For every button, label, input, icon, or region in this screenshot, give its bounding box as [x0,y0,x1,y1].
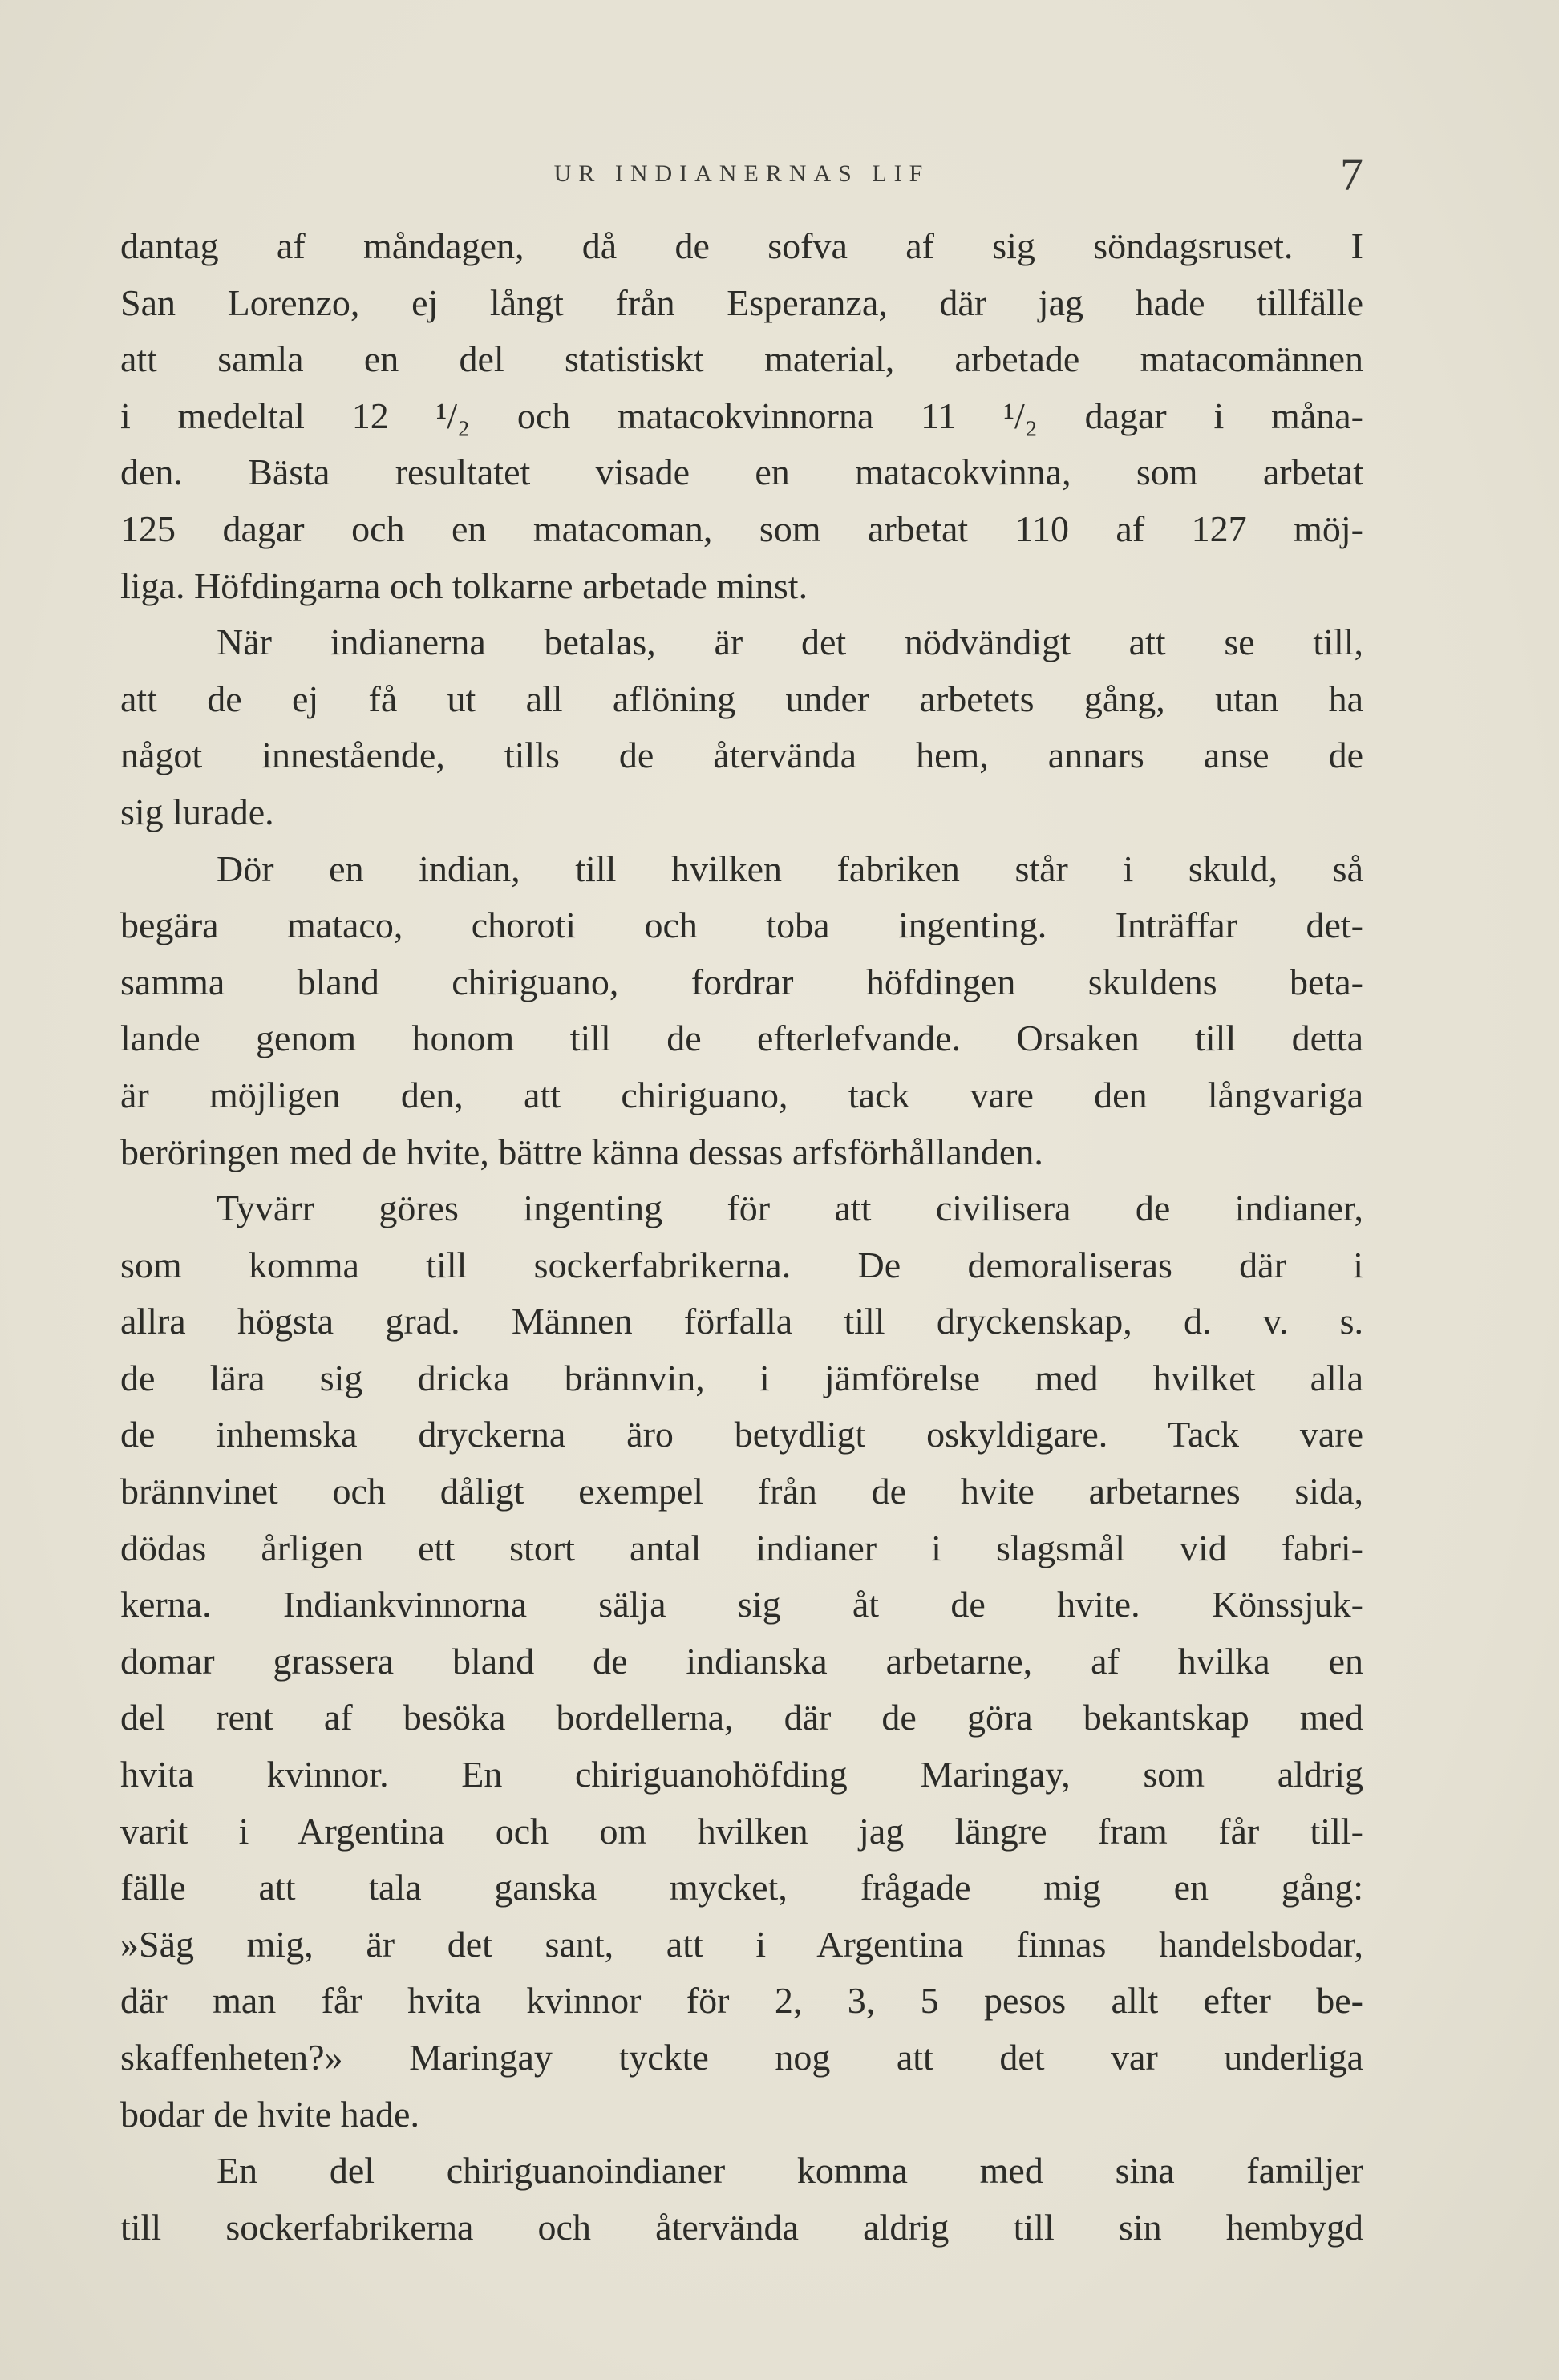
text-line: allra högsta grad. Männen förfalla till dryckenskap, d. v. s. [120,1301,1363,1342]
page-number: 7 [1340,148,1363,200]
text-line: bodar de hvite hade. [120,2093,419,2135]
text-line: En del chiriguanoindianer komma med sina familjer [217,2150,1363,2192]
text-line: fälle att tala ganska mycket, frågade mig en gång: [120,1867,1363,1908]
text-line: sig lurade. [120,791,274,832]
text-line: den. Bästa resultatet visade en matacokvinna, som arbetat [120,451,1363,493]
text-line: 125 dagar och en matacoman, som arbetat 110 af 127 möj- [120,508,1363,549]
text-line: är möjligen den, att chiriguano, tack vare den långvariga [120,1074,1363,1115]
text-line: dantag af måndagen, då de sofva af sig söndagsruset. I [120,225,1363,266]
text-line: del rent af besöka bordellerna, där de göra bekantskap med [120,1697,1363,1738]
text-line: brännvinet och dåligt exempel från de hvite arbetarnes sida, [120,1471,1363,1512]
text-line: När indianerna betalas, är det nödvändigt att se till, [217,621,1363,663]
text-line: samma bland chiriguano, fordrar höfdingen skuldens beta- [120,961,1363,1002]
text-line: lande genom honom till de efterlefvande. Orsaken till detta [120,1018,1363,1059]
text-line: som komma till sockerfabrikerna. De demoraliseras där i [120,1244,1363,1285]
text-line: där man får hvita kvinnor för 2, 3, 5 pesos allt efter be- [120,1980,1363,2022]
text-line: de inhemska dryckerna äro betydligt oskyldigare. Tack vare [120,1414,1363,1455]
text-line: att samla en del statistiskt material, arbetade matacomännen [120,338,1363,380]
text-line: Tyvärr göres ingenting för att civilisera de indianer, [217,1188,1363,1229]
body-text [120,218,1363,2256]
text-line: något innestående, tills de återvända hem, annars anse de [120,735,1363,776]
text-line: varit i Argentina och om hvilken jag längre fram får till- [120,1810,1363,1852]
text-line: skaffenheten?» Maringay tyckte nog att det var underliga [120,2037,1363,2078]
text-line: beröringen med de hvite, bättre känna dessas arfsförhållanden. [120,1131,1043,1172]
text-line: de lära sig dricka brännvin, i jämförelse med hvilket alla [120,1357,1363,1398]
text-line: hvita kvinnor. En chiriguanohöfding Maringay, som aldrig [120,1754,1363,1795]
text-line: liga. Höfdingarna och tolkarne arbetade minst. [120,565,808,606]
page-header [120,148,1363,200]
text-line: domar grassera bland de indianska arbetarne, af hvilka en [120,1640,1363,1682]
text-line: begära mataco, choroti och toba ingenting. Inträffar det- [120,905,1363,946]
text-line: att de ej få ut all aflöning under arbetets gång, utan ha [120,678,1363,719]
text-line: San Lorenzo, ej långt från Esperanza, där jag hade tillfälle [120,281,1363,323]
text-line: kerna. Indiankvinnorna sälja sig åt de hvite. Könssjuk- [120,1584,1363,1625]
text-line: i medeltal 12 ¹/₂ och matacokvinnorna 11 ¹/₂ dagar i måna- [120,395,1363,436]
running-title: UR INDIANERNAS LIF [553,160,930,187]
text-line: »Säg mig, är det sant, att i Argentina finnas handelsbodar, [120,1923,1363,1965]
text-line: till sockerfabrikerna och återvända aldrig till sin hembygd [120,2206,1363,2248]
text-line: Dör en indian, till hvilken fabriken står i skuld, så [217,848,1363,889]
text-line: dödas årligen ett stort antal indianer i slagsmål vid fabri- [120,1527,1363,1568]
